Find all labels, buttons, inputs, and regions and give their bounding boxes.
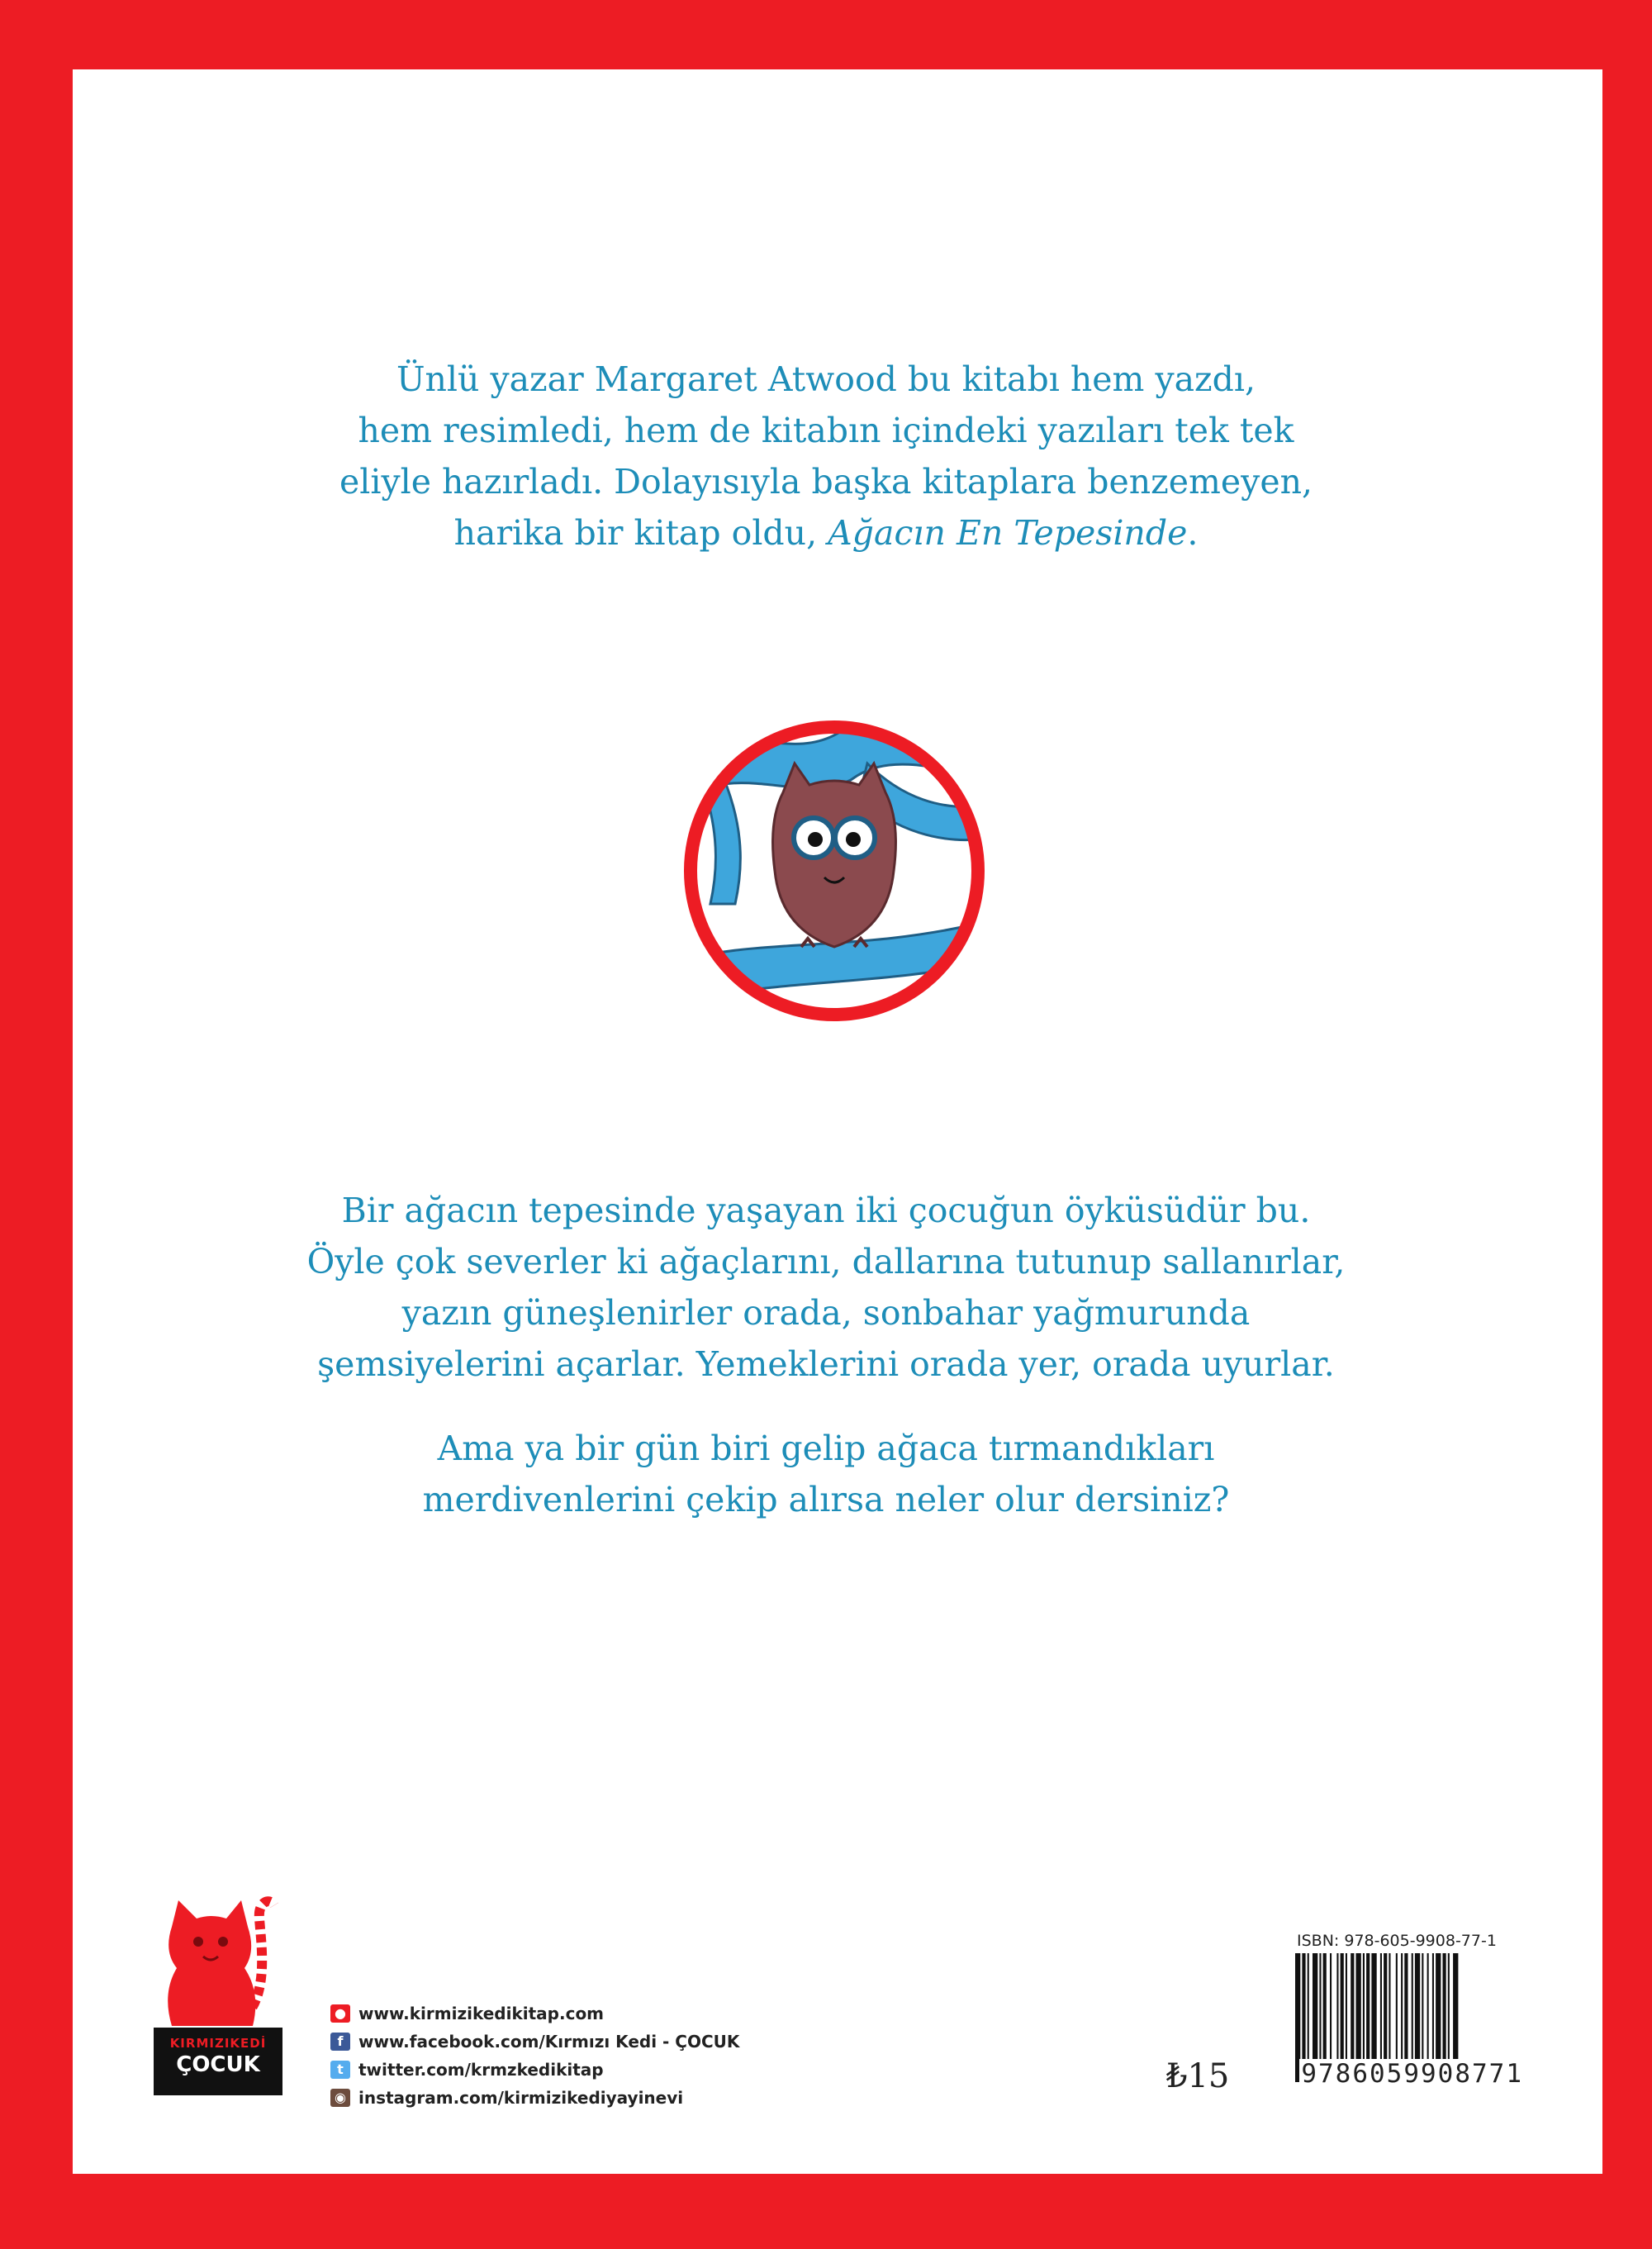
contact-website[interactable]	[330, 1999, 739, 2028]
contact-text: instagram.com/kirmizikediyayinevi	[358, 2088, 684, 2108]
blurb-line: yazın güneşlenirler orada, sonbahar yağmurunda	[401, 1293, 1251, 1333]
blurb-line-last	[0, 507, 1652, 559]
contact-text: www.facebook.com/Kırmızı Kedi - ÇOCUK	[358, 2032, 740, 2052]
barcode-digits-text: 9786059908771	[1301, 2059, 1523, 2089]
instagram-icon: ◉	[330, 2089, 350, 2107]
contact-twitter[interactable]	[330, 2056, 739, 2084]
red-cat-icon	[154, 1894, 282, 2031]
cat-icon: ●	[330, 2004, 350, 2023]
price-label: ₺15	[1166, 2057, 1230, 2095]
blurb-paragraph-1	[0, 354, 1652, 559]
blurb-line: eliyle hazırladı. Dolayısıyla başka kitaplara benzemeyen,	[339, 462, 1313, 502]
contact-text: www.kirmizikedikitap.com	[358, 2004, 605, 2023]
blurb-line: Ünlü yazar Margaret Atwood bu kitabı hem yazdı,	[396, 359, 1256, 399]
facebook-icon: f	[330, 2033, 350, 2051]
book-title: Ağacın En Tepesinde	[828, 513, 1188, 553]
blurb-text: .	[1187, 513, 1199, 553]
contact-instagram[interactable]	[330, 2084, 739, 2112]
logo-sub: ÇOCUK	[176, 2052, 260, 2077]
blurb-line: hem resimledi, hem de kitabın içindeki yazıları tek tek	[358, 411, 1294, 450]
blurb-text: harika bir kitap oldu,	[453, 513, 828, 553]
blurb-line: Bir ağacın tepesinde yaşayan iki çocuğun öyküsüdür bu.	[341, 1191, 1311, 1230]
logo-plate	[154, 2028, 282, 2095]
twitter-icon: t	[330, 2061, 350, 2079]
owl-medallion	[677, 714, 991, 1028]
contact-facebook[interactable]	[330, 2028, 739, 2056]
blurb-paragraph-3	[0, 1423, 1652, 1525]
isbn-label: ISBN: 978-605-9908-77-1	[1297, 1932, 1497, 1950]
blurb-line: Ama ya bir gün biri gelip ağaca tırmandıkları	[437, 1429, 1215, 1468]
blurb-line: merdivenlerini çekip alırsa neler olur dersiniz?	[422, 1480, 1230, 1519]
blurb-line: şemsiyelerini açarlar. Yemeklerini orada yer, orada uyurlar.	[317, 1344, 1335, 1384]
publisher-logo	[154, 1894, 282, 2095]
blurb-line: Öyle çok severler ki ağaçlarını, dallarına tutunup sallanırlar,	[306, 1242, 1346, 1281]
blurb-paragraph-2	[0, 1185, 1652, 1390]
barcode-digits	[1277, 2059, 1525, 2089]
contact-text: twitter.com/krmzkedikitap	[358, 2060, 604, 2080]
logo-brand: KIRMIZIKEDİ	[169, 2036, 267, 2051]
publisher-contacts	[330, 1999, 739, 2112]
